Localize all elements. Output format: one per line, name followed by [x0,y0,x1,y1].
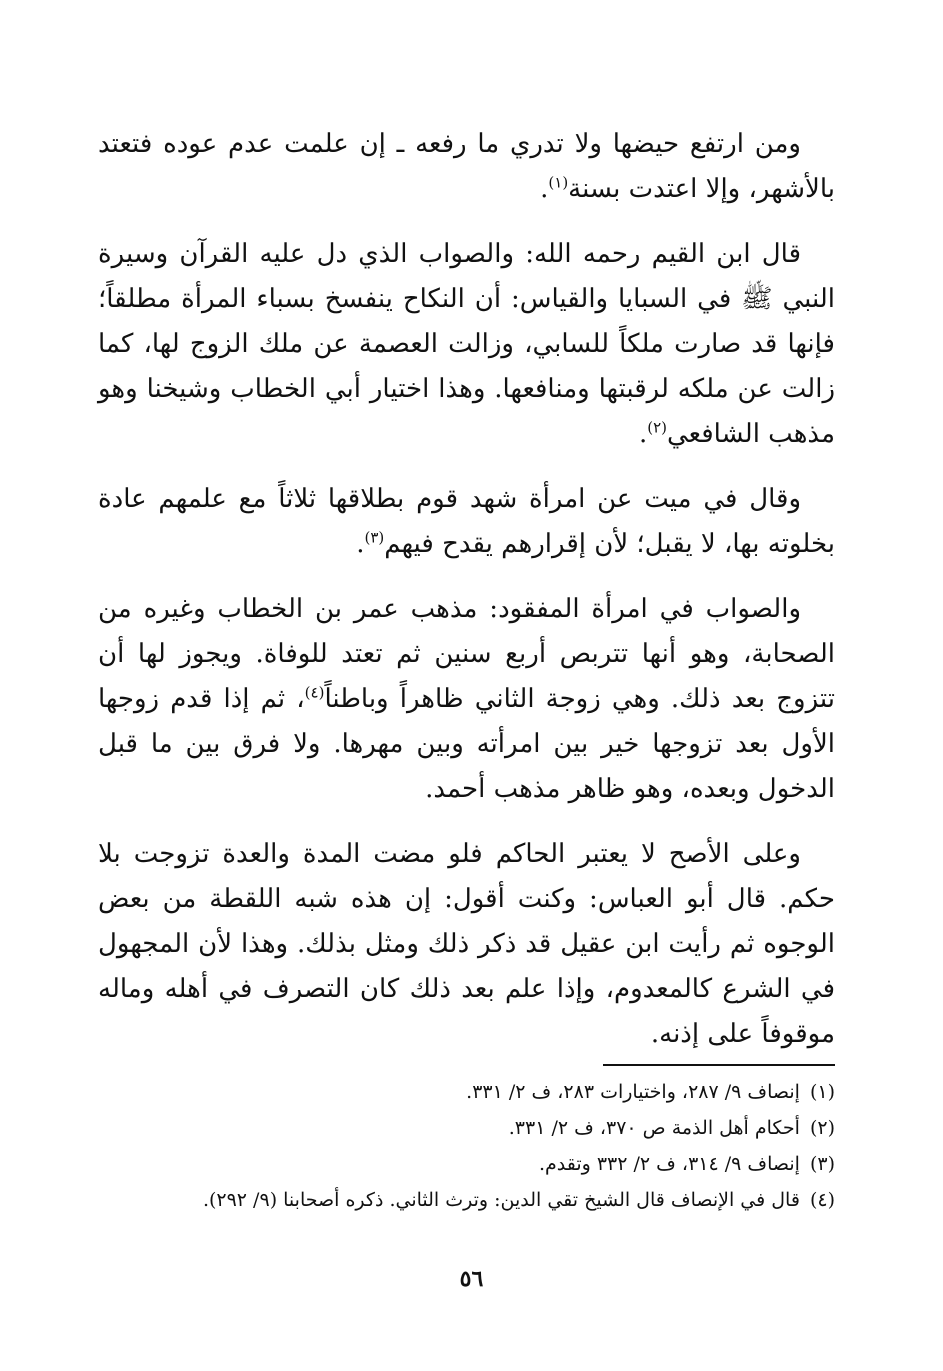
footnote-text: أحكام أهل الذمة ص ٣٧٠، ف ٢/ ٣٣١. [508,1117,800,1139]
paragraph-text: ومن ارتفع حيضها ولا تدري ما رفعه ـ إن علمت عدم عوده فتعتد بالأشهر، وإلا اعتدت بسنة [98,129,835,204]
footnote-number: (١) [809,1081,835,1103]
footnotes [100,1074,835,1218]
footnote [100,1074,835,1110]
footnote-divider [603,1064,835,1066]
footnote-text: إنصاف ٩/ ٣١٤، ف ٢/ ٣٣٢ وتقدم. [538,1153,800,1175]
paragraph-text: وعلى الأصح لا يعتبر الحاكم فلو مضت المدة والعدة تزوجت بلا حكم. قال أبو العباس: وكنت أقول: إن هذه شبه اللقطة من بعض الوجوه ثم رأيت ابن عقيل قد ذكر ذلك ومثل بذلك. وهذا لأن المجهول في الشرع كالمعدوم، وإذا علم بعد ذلك كان التصرف في أهله وماله موقوفاً على إذنه. [98,839,835,1049]
main-text [98,122,835,1077]
paragraph-text: . [356,529,365,559]
paragraph [98,232,835,457]
footnote [100,1182,835,1218]
footnote [100,1110,835,1146]
footnote-ref: (٤) [304,683,325,702]
paragraph-text: قال ابن القيم رحمه الله: والصواب الذي دل عليه القرآن وسيرة النبي ﷺ في السبايا والقياس: أن النكاح ينفسخ بسباء المرأة مطلقاً؛ فإنها قد صارت ملكاً للسابي، وزالت العصمة عن ملك الزوج لها، كما زالت عن ملكه لرقبتها ومنافعها. وهذا اختيار أبي الخطاب وشيخنا وهو مذهب الشافعي [98,239,835,449]
page-number: ٥٦ [459,1266,484,1292]
paragraph-text: . [540,174,549,204]
paragraph-text: والصواب في امرأة المفقود: مذهب عمر بن الخطاب وغيره من الصحابة، وهو أنها تتربص أربع سنين ثم تعتد للوفاة. ويجوز لها أن تتزوج بعد ذلك. وهي زوجة الثاني ظاهراً وباطناً [98,594,835,714]
footnote-number: (٣) [809,1153,835,1175]
paragraph [98,587,835,812]
paragraph [98,122,835,212]
footnote-number: (٤) [809,1189,835,1211]
paragraph-text: ، ثم إذا قدم زوجها الأول بعد تزوجها خير بين امرأته وبين مهرها. ولا فرق بين ما قبل الدخول وبعده، وهو ظاهر مذهب أحمد. [98,684,835,804]
footnote-ref: (٣) [364,528,385,547]
footnote-text: قال في الإنصاف قال الشيخ تقي الدين: وترث الثاني. ذكره أصحابنا (٩/ ٢٩٢). [202,1189,800,1211]
paragraph-text: . [638,419,648,449]
footnote [100,1146,835,1182]
paragraph [98,832,835,1057]
paragraph-text: وقال في ميت عن امرأة شهد قوم بطلاقها ثلاثاً مع علمهم عادة بخلوته بها، لا يقبل؛ لأن إقرارهم يقدح فيهم [98,484,835,559]
paragraph [98,477,835,567]
footnote-ref: (١) [548,173,569,192]
footnote-ref: (٢) [647,418,668,437]
footnote-text: إنصاف ٩/ ٢٨٧، واختيارات ٢٨٣، ف ٢/ ٣٣١. [466,1081,800,1103]
footnote-number: (٢) [809,1117,835,1139]
